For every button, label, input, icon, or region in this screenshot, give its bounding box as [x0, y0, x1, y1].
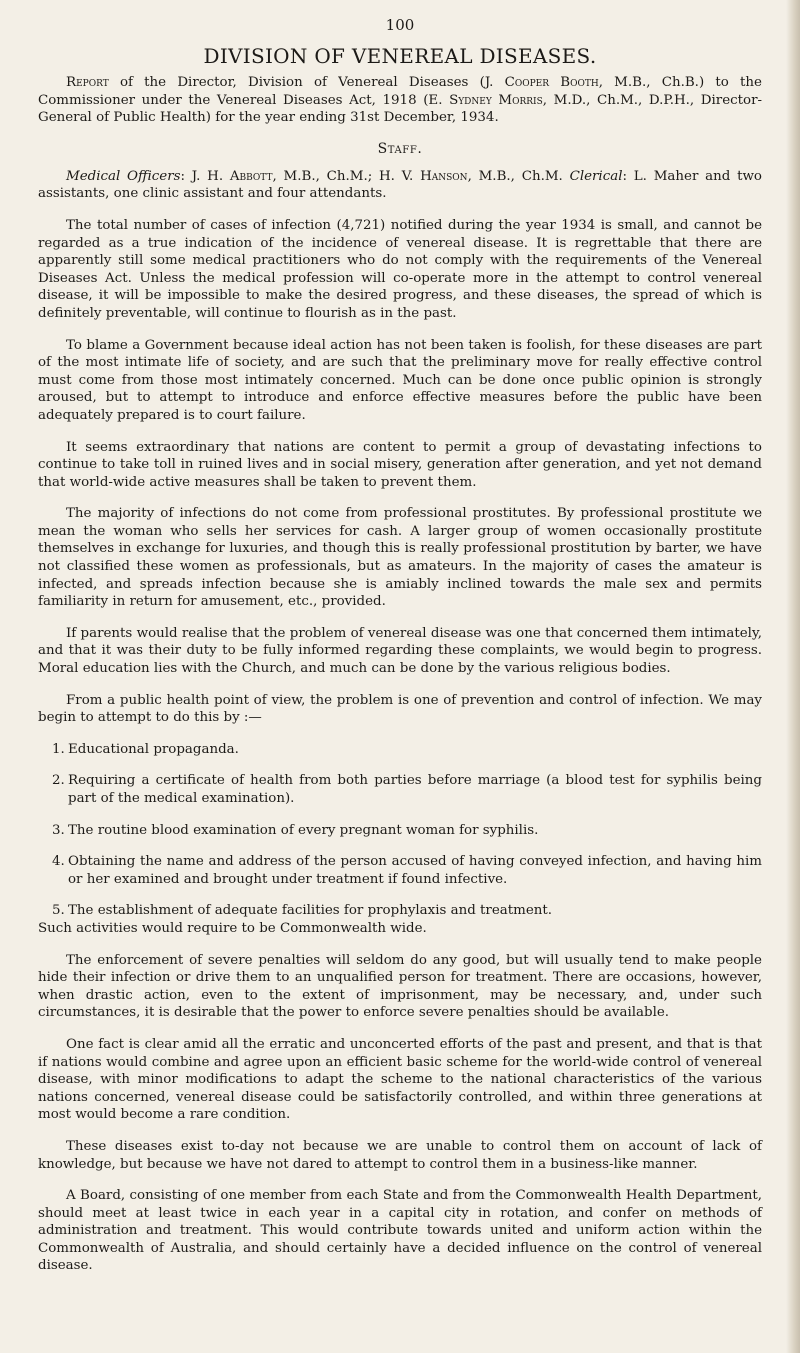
list-continuation: Such activities would require to be Commonwealth wide.: [38, 920, 427, 936]
staff-paragraph: [38, 168, 762, 203]
page-title: DIVISION OF VENEREAL DISEASES.: [203, 44, 597, 68]
list-item-number: 2.: [52, 773, 65, 789]
report-lead: Report: [66, 75, 109, 90]
list-item-text: The routine blood examination of every pregnant woman for syphilis.: [68, 822, 539, 838]
report-text-3: , M.D., Ch.M., D.P.H., Director-General of Public Health) for the year ending 31st December, 1934.: [38, 92, 762, 126]
body-paragraph: The total number of cases of infection (4,721) notified during the year 1934 is small, and cannot be regarded as a true indication of the incidence of venereal disease. It is regrettable that there are apparently still some medical practitioners who do not comply with the requirements of the Venereal Diseases Act. Unless the medical profession will co-operate more in the attempt to control venereal disease, it will be impossible to make the desired progress, and these diseases, the spread of which is definitely preventable, will continue to flourish as in the past.: [38, 217, 762, 321]
staff-text-1: , M.B., Ch.M.; H. V.: [272, 168, 421, 184]
report-text-2: , M.B., Ch.B.) to the Commissioner under the Venereal Diseases Act, 1918 (E.: [38, 75, 762, 108]
medical-officers-label: Medical Officers: [66, 168, 181, 184]
body-paragraph: If parents would realise that the problem of venereal disease was one that concerned them intimately, and that it was their duty to be fully informed regarding these complaints, we would begin to progress. Moral education lies with the Church, and much can be done by the various religious bodies.: [38, 625, 762, 677]
list-item-number: 1.: [52, 741, 65, 757]
report-paragraph: [38, 74, 762, 127]
body-paragraph: It seems extraordinary that nations are content to permit a group of devastating infections to continue to take toll in ruined lives and in social misery, generation after generation, and yet not demand that world-wide active measures shall be taken to prevent them.: [38, 439, 762, 490]
body-paragraph: The enforcement of severe penalties will seldom do any good, but will usually tend to make people hide their infection or drive them to an unqualified person for treatment. There are occasions, however, when drastic action, even to the extent of imprisonment, may be necessary, and, under such circumstances, it is desirable that the power to enforce severe penalties should be available.: [38, 952, 762, 1021]
list-item: [38, 741, 762, 759]
list-item-number: 3.: [52, 822, 65, 838]
director-general-name: Sydney Morris: [449, 92, 543, 108]
clerical-label: Clerical: [569, 168, 623, 184]
staff-name-abbott: Abbott: [229, 168, 273, 184]
body-paragraph: The majority of infections do not come from professional prostitutes. By professional prostitute we mean the woman who sells her services for cash. A larger group of women occasionally prostitute themselves in exchange for luxuries, and though this is really professional prostitution by barter, we have not classified these women as professionals, but as amateurs. In the majority of cases the amateur is infected, and spreads infection because she is amiably inclined towards the male sex and permits familiarity in return for amusement, etc., provided.: [38, 506, 762, 610]
page-number: 100: [385, 16, 415, 34]
page-edge-shadow: [786, 0, 800, 1353]
list-item-text: Obtaining the name and address of the person accused of having conveyed infection, and having him or her examined and brought under treatment if found infective.: [68, 854, 762, 887]
body-paragraph: One fact is clear amid all the erratic and unconcerted efforts of the past and present, and that is that if nations would combine and agree upon an efficient basic scheme for the world-wide control of venereal disease, with minor modifications to adapt the scheme to the national characteristics of the various nations concerned, venereal disease could be satisfactorily controlled, and within three generations at most would become a rare condition.: [38, 1036, 762, 1123]
list-item: [38, 902, 762, 920]
body-paragraph: From a public health point of view, the problem is one of prevention and control of infection. We may begin to attempt to do this by :—: [38, 692, 762, 726]
staff-text-2: , M.B., Ch.M.: [467, 168, 570, 184]
list-item: [38, 853, 762, 888]
staff-heading: Staff.: [377, 140, 423, 157]
list-item: [38, 822, 762, 840]
body-paragraph: A Board, consisting of one member from each State and from the Commonwealth Health Department, should meet at least twice in each year in a capital city in rotation, and confer on methods of administration and treatment. This would contribute towards united and uniform action within the Commonwealth of Australia, and should certainly have a decided influence on the control of venereal disease.: [38, 1188, 762, 1274]
director-name: Cooper Booth: [504, 75, 599, 90]
staff-text-3: : L. Maher and two assistants, one clinic assistant and four attendants.: [38, 168, 762, 202]
staff-name-hanson: Hanson: [420, 168, 468, 184]
list-item-number: 5.: [52, 903, 65, 919]
list-item-number: 4.: [52, 854, 65, 870]
list-item-text: The establishment of adequate facilities for prophylaxis and treatment.: [68, 903, 553, 919]
body-paragraph: These diseases exist to-day not because we are unable to control them on account of lack of knowledge, but because we have not dared to attempt to control them in a business-like manner.: [38, 1138, 762, 1172]
list-item-text: Requiring a certificate of health from both parties before marriage (a blood test for syphilis being part of the medical examination).: [68, 773, 762, 806]
list-item: [38, 772, 762, 807]
report-text-1: of the Director, Division of Venereal Diseases (J.: [108, 75, 505, 90]
staff-sep-1: : J. H.: [180, 168, 230, 184]
list-item-text: Educational propaganda.: [68, 741, 239, 757]
body-paragraph: To blame a Government because ideal action has not been taken is foolish, for these diseases are part of the most intimate life of society, and are such that the preliminary move for really effective control must come from those most intimately concerned. Much can be done once public opinion is strongly aroused, but to attempt to introduce and enforce effective measures before the public have been adequately prepared is to court failure.: [38, 337, 762, 423]
